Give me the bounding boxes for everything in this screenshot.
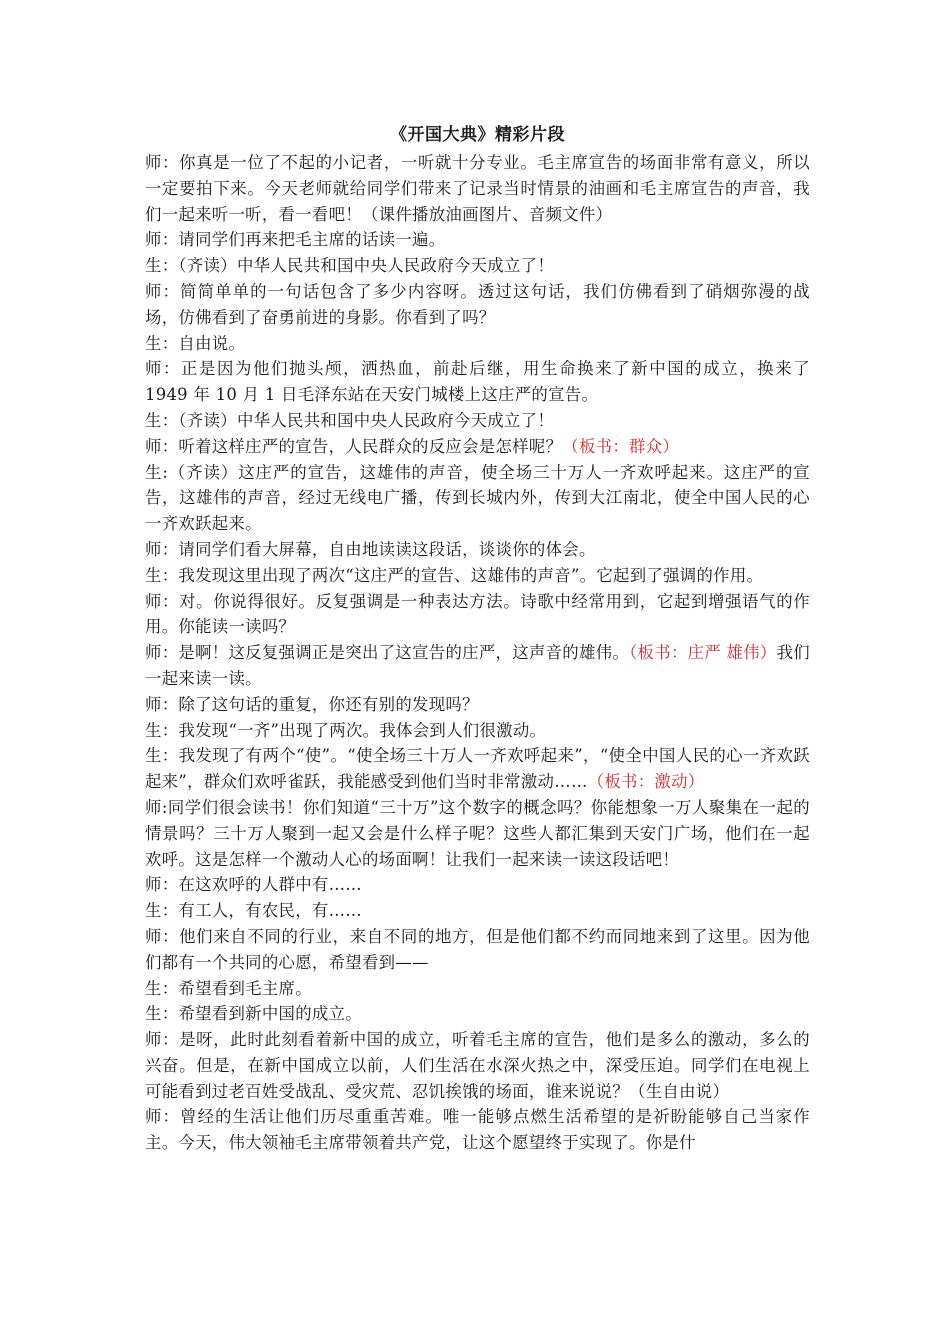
blackboard-note: （板书：庄严 雄伟） — [629, 643, 777, 663]
document-page — [145, 122, 810, 1156]
blackboard-note: （板书：群众） — [562, 436, 680, 456]
paragraph: 生：希望看到毛主席。 — [145, 978, 312, 998]
blackboard-note: （板书：激动） — [587, 772, 705, 792]
paragraph: 师：听着这样庄严的宣告，人民群众的反应会是怎样呢？（板书：群众） — [145, 436, 680, 456]
paragraph: 生：自由说。 — [145, 333, 246, 353]
paragraph: 师：在这欢呼的人群中有…… — [145, 875, 362, 895]
paragraph: 师：是呀，此时此刻看着新中国的成立，听着毛主席的宣告，他们是多么的激动，多么的兴奋。但是，在新中国成立以前，人们生活在水深火热之中，深受压迫。同学们在电视上可能看到过老百姓受战乱、受灾荒、忍饥挨饿的场面，谁来说说？（生自由说） — [145, 1030, 810, 1101]
paragraph: 师：简简单单的一句话包含了多少内容呀。透过这句话，我们仿佛看到了硝烟弥漫的战场，仿佛看到了奋勇前进的身影。你看到了吗？ — [145, 281, 810, 327]
paragraph: 生：（齐读）中华人民共和国中央人民政府今天成立了！ — [145, 256, 555, 276]
paragraph: 生：我发现了有两个“使”。“使全场三十万人一齐欢呼起来”，“使全中国人民的心一齐欢跃起来”，群众们欢呼雀跃，我能感受到他们当时非常激动……（板书：激动） — [145, 746, 810, 792]
paragraph: 生：我发现“一齐”出现了两次。我体会到人们很激动。 — [145, 720, 547, 740]
paragraph: 师：请同学们看大屏幕，自由地读读这段话，谈谈你的体会。 — [145, 539, 596, 559]
paragraph: 师：是啊！这反复强调正是突出了这宣告的庄严，这声音的雄伟。（板书：庄严 雄伟）我们一起来读一读。 — [145, 643, 810, 688]
paragraph: 师：对。你说得很好。反复强调是一种表达方法。诗歌中经常用到，它起到增强语气的作用。你能读一读吗？ — [145, 591, 810, 637]
paragraph: 师：正是因为他们抛头颅，洒热血，前赴后继，用生命换来了新中国的成立，换来了 1949 年 10 月 1 日毛泽东站在天安门城楼上这庄严的宣告。 — [145, 359, 810, 405]
paragraph: 生:（齐读）这庄严的宣告，这雄伟的声音，使全场三十万人一齐欢呼起来。这庄严的宣告，这雄伟的声音，经过无线电广播，传到长城内外，传到大江南北，使全中国人民的心一齐欢跃起来。 — [145, 462, 810, 534]
paragraph: 师：你真是一位了不起的小记者，一听就十分专业。毛主席宣告的场面非常有意义，所以一定要拍下来。今天老师就给同学们带来了记录当时情景的油画和毛主席宣告的声音，我们一起来听一听，看一看吧！（课件播放油画图片、音频文件） — [145, 153, 810, 224]
paragraph: 生：有工人，有农民，有…… — [145, 901, 362, 921]
paragraph: 师：除了这句话的重复，你还有别的发现吗？ — [145, 694, 479, 714]
paragraph: 师:同学们很会读书！你们知道“三十万”这个数字的概念吗？你能想象一万人聚集在一起的情景吗？三十万人聚到一起又会是什么样子呢？这些人都汇集到天安门广场，他们在一起欢呼。这是怎样一个激动人心的场面啊！让我们一起来读一读这段话吧！ — [145, 797, 810, 869]
document-title: 《开国大典》精彩片段 — [390, 125, 565, 145]
paragraph: 师：请同学们再来把毛主席的话读一遍。 — [145, 230, 446, 250]
paragraph: 生：（齐读）中华人民共和国中央人民政府今天成立了！ — [145, 410, 555, 430]
paragraph: 师：他们来自不同的行业，来自不同的地方，但是他们都不约而同地来到了这里。因为他们都有一个共同的心愿，希望看到—— — [145, 926, 810, 972]
paragraph: 生：我发现这里出现了两次“这庄严的宣告、这雄伟的声音”。它起到了强调的作用。 — [145, 565, 764, 585]
paragraph: 生：希望看到新中国的成立。 — [145, 1004, 362, 1024]
paragraph: 师：曾经的生活让他们历尽重重苦难。唯一能够点燃生活希望的是祈盼能够自己当家作主。今天，伟大领袖毛主席带领着共产党，让这个愿望终于实现了。你是什 — [145, 1107, 810, 1153]
